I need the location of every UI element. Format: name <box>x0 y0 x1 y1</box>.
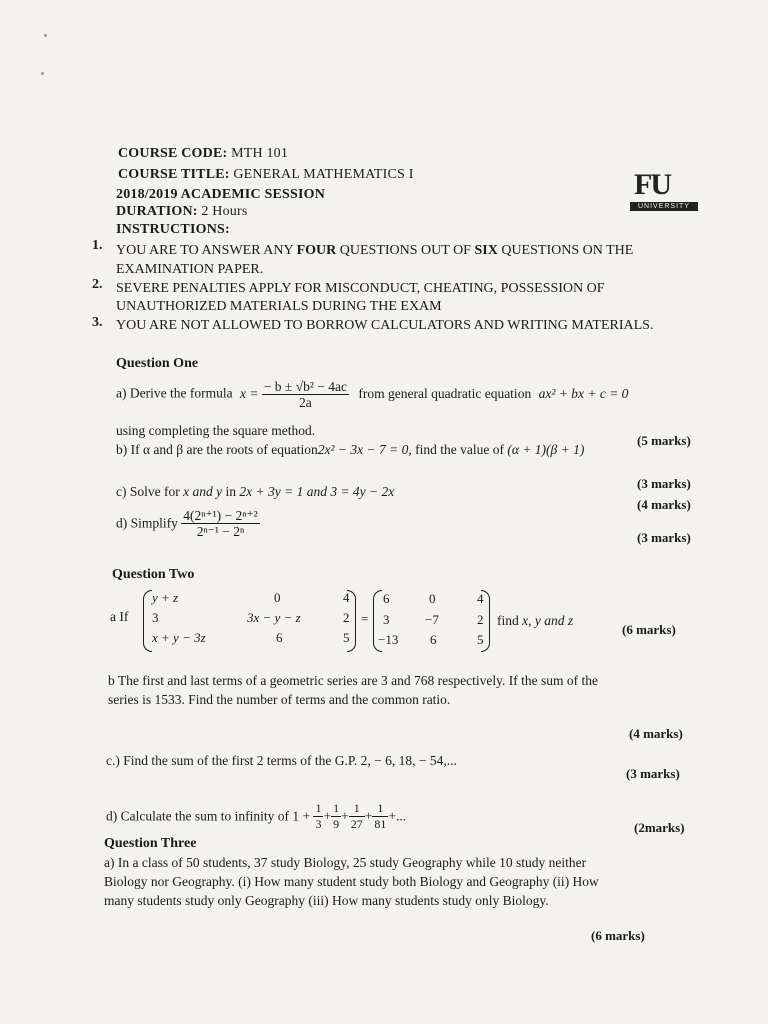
matrix-cell: 4 <box>477 591 484 606</box>
instruction-1-line1: YOU ARE TO ANSWER ANY FOUR QUESTIONS OUT OF SIX QUESTIONS ON THE <box>116 243 634 258</box>
question-three-heading: Question Three <box>104 836 197 851</box>
left-paren <box>143 590 152 652</box>
q1c-line: c) Solve for x and y in 2x + 3y = 1 and 3 = 4y − 2x <box>116 484 395 499</box>
matrix-cell: 5 <box>477 632 484 647</box>
instruction-1-line2: EXAMINATION PAPER. <box>116 262 264 277</box>
matrix-cell: 2 <box>343 610 350 625</box>
speck <box>41 72 44 75</box>
q2c-line: c.) Find the sum of the first 2 terms of the G.P. 2, − 6, 18, − 54,... <box>106 753 457 768</box>
simplify-fraction: $\frac{\text{4(2ⁿ⁺¹) − 2ⁿ⁺²}}{\text{2ⁿ⁻¹ − 2ⁿ}}$ <box>183 508 258 539</box>
q1b-line: b) If α and β are the roots of equation2x² − 3x − 7 = 0, find the value of (α + 1)(β + 1) <box>116 442 585 457</box>
instruction-2-line2: UNAUTHORIZED MATERIALS DURING THE EXAM <box>116 299 442 314</box>
q2a-find: find x, y and z <box>497 613 574 628</box>
series-term: $\frac{1}{81}$ <box>374 801 387 831</box>
logo-letters: FU <box>634 168 670 201</box>
matrix-cell: 4 <box>343 590 350 605</box>
q1a-marks: (5 marks) <box>637 433 691 448</box>
instruction-number: 3. <box>92 315 103 330</box>
series-term: $\frac{1}{9}$ <box>333 801 340 831</box>
q1a-line: a) Derive the formula x = $\frac{\text{− b ± √b² − 4ac}}{2a}$ from general quadratic equation ax² + bx + c = 0 <box>116 379 629 410</box>
q2d-line: d) Calculate the sum to infinity of 1 + $\frac{1}{3}$ + $\frac{1}{9}$ + $\frac{1}{27}$ + $\frac{1}{81}$ +... <box>106 801 407 831</box>
speck <box>44 34 47 37</box>
q2d-marks: (2marks) <box>634 820 685 835</box>
question-two-heading: Question Two <box>112 567 195 582</box>
q1c-marks: (4 marks) <box>637 497 691 512</box>
q2a-marks: (6 marks) <box>622 622 676 637</box>
series-term: $\frac{1}{3}$ <box>315 801 322 831</box>
matrix-cell: −7 <box>425 612 439 627</box>
matrix-cell: y + z <box>152 590 179 605</box>
instruction-number: 1. <box>92 238 103 253</box>
matrix-cell: 6 <box>383 591 390 606</box>
equals-sign: = <box>361 611 369 626</box>
q3a-marks: (6 marks) <box>591 928 645 943</box>
matrix-cell: 3 <box>152 610 159 625</box>
quadratic-formula-fraction: $\frac{\text{− b ± √b² − 4ac}}{2a}$ <box>263 379 348 410</box>
matrix-cell: 3x − y − z <box>247 610 301 625</box>
instruction-number: 2. <box>92 277 103 292</box>
q2a-label: a If <box>110 609 129 624</box>
duration-line: DURATION: 2 Hours <box>116 204 248 219</box>
instruction-3-line1: YOU ARE NOT ALLOWED TO BORROW CALCULATORS AND WRITING MATERIALS. <box>116 318 654 333</box>
q1d-line: d) Simplify $\frac{\text{4(2ⁿ⁺¹) − 2ⁿ⁺²}}{\text{2ⁿ⁻¹ − 2ⁿ}}$ <box>116 508 258 539</box>
instructions-heading: INSTRUCTIONS: <box>116 222 230 237</box>
q3a-line3: many students study only Geography (iii) How many students study only Biology. <box>104 893 549 908</box>
matrix-cell: 3 <box>383 612 390 627</box>
q3a-line2: Biology nor Geography. (i) How many student study both Biology and Geography (ii) How <box>104 874 599 889</box>
q2c-marks: (3 marks) <box>626 766 680 781</box>
q2b-line1: b The first and last terms of a geometric series are 3 and 768 respectively. If the sum of the <box>108 673 598 688</box>
matrix-cell: 6 <box>430 632 437 647</box>
q1b-marks: (3 marks) <box>637 476 691 491</box>
question-one-heading: Question One <box>116 356 199 371</box>
matrix-cell: 6 <box>276 630 283 645</box>
matrix-cell: −13 <box>378 632 399 647</box>
series-term: $\frac{1}{27}$ <box>350 801 363 831</box>
q1a-line2: using completing the square method. <box>116 423 316 438</box>
q3a-line1: a) In a class of 50 students, 37 study Biology, 25 study Geography while 10 study neither <box>104 855 587 870</box>
course-code-line: COURSE CODE: MTH 101 <box>118 146 289 161</box>
matrix-cell: 5 <box>343 630 350 645</box>
q2b-line2: series is 1533. Find the number of terms and the common ratio. <box>108 692 451 707</box>
q1d-marks: (3 marks) <box>637 530 691 545</box>
q2b-marks: (4 marks) <box>629 726 683 741</box>
matrix-cell: 0 <box>429 591 436 606</box>
university-logo <box>630 168 698 214</box>
logo-banner: UNIVERSITY <box>630 202 698 211</box>
session-line: 2018/2019 ACADEMIC SESSION <box>116 187 326 202</box>
matrix-cell: 0 <box>274 590 281 605</box>
matrix-cell: x + y − 3z <box>152 630 206 645</box>
matrix-cell: 2 <box>477 612 484 627</box>
instruction-2-line1: SEVERE PENALTIES APPLY FOR MISCONDUCT, CHEATING, POSSESSION OF <box>116 281 605 296</box>
course-title-line: COURSE TITLE: GENERAL MATHEMATICS I <box>118 167 414 182</box>
